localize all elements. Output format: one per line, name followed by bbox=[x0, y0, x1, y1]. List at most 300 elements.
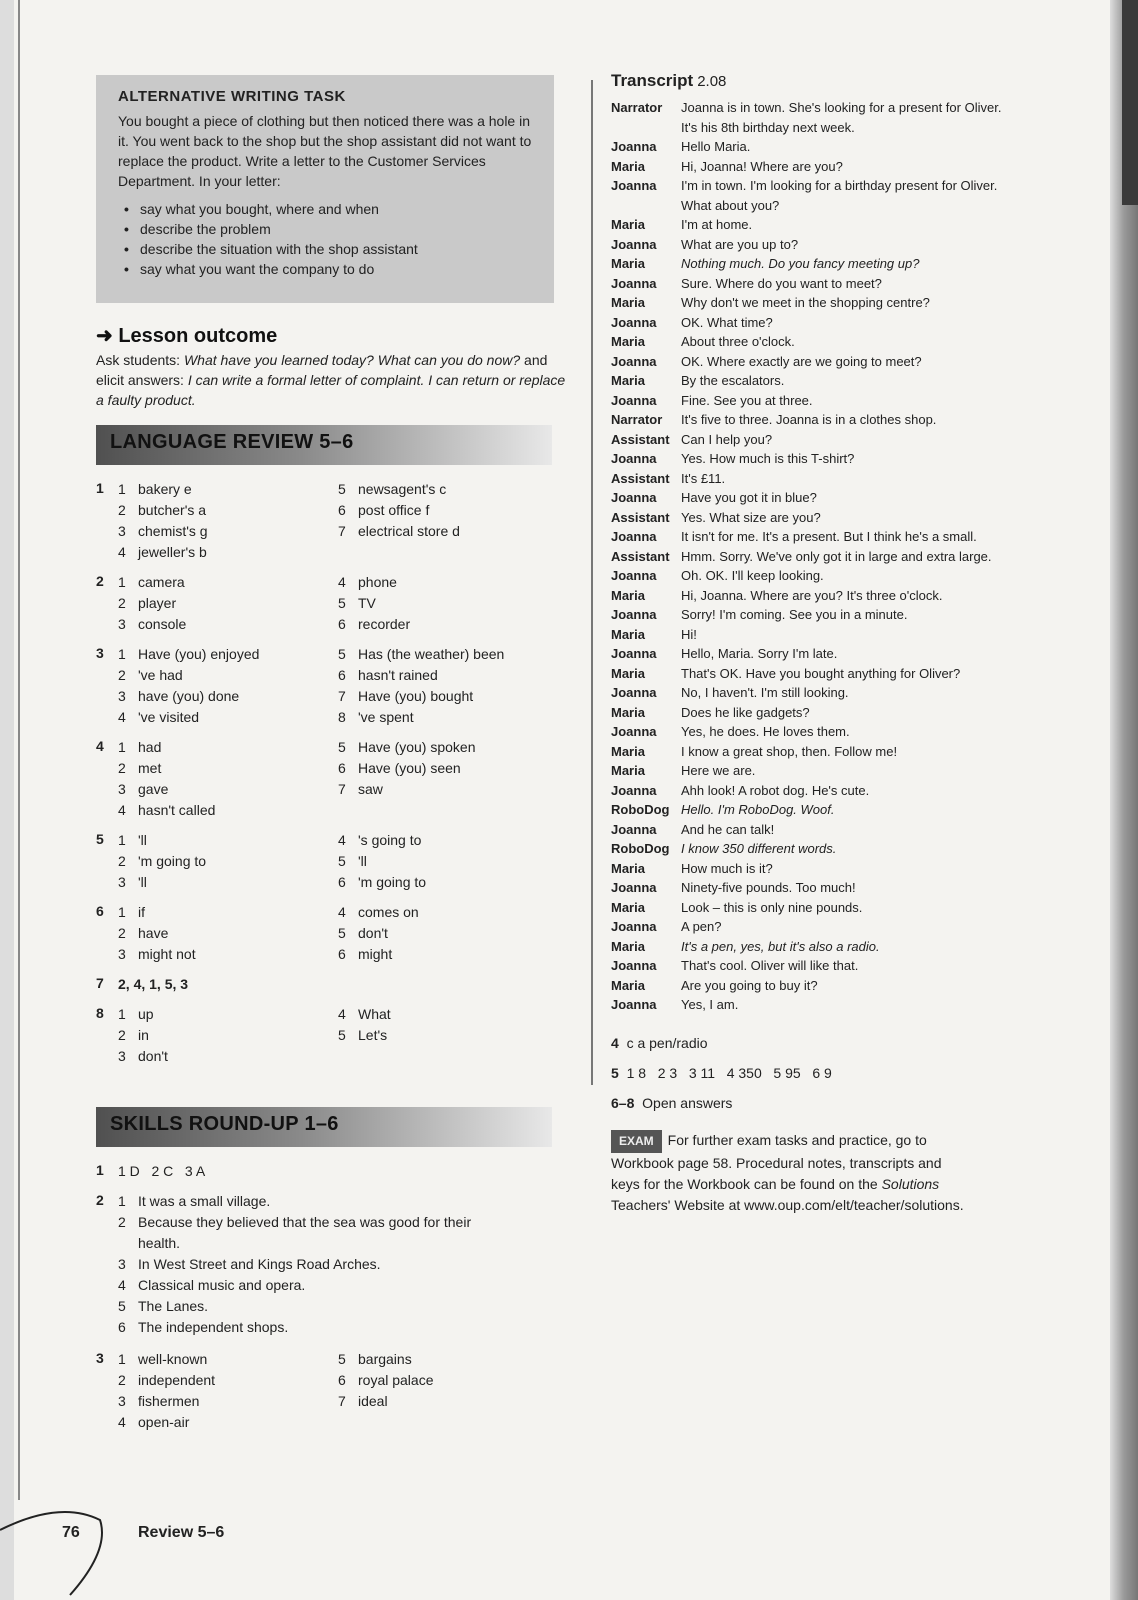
answer-item bbox=[338, 945, 392, 963]
line-text: Are you going to buy it? bbox=[681, 977, 818, 993]
task-title: ALTERNATIVE WRITING TASK bbox=[118, 88, 346, 105]
answer-text: c a pen/radio bbox=[626, 1035, 708, 1051]
transcript-line bbox=[611, 822, 774, 838]
speaker-name: Joanna bbox=[611, 529, 657, 544]
transcript-line bbox=[611, 295, 930, 311]
item-number: 2 bbox=[118, 925, 126, 941]
line-text: What about you? bbox=[681, 197, 780, 213]
transcript-number: 2.08 bbox=[697, 73, 727, 90]
lesson-outcome-title: Lesson outcome bbox=[118, 325, 278, 347]
item-number: 1 bbox=[118, 1351, 126, 1367]
item-number: 3 bbox=[118, 874, 126, 890]
line-text: No, I haven't. I'm still looking. bbox=[681, 685, 849, 700]
answer-item bbox=[118, 666, 183, 684]
answer-item bbox=[118, 645, 259, 663]
answer-item bbox=[338, 573, 397, 591]
item-number: 3 bbox=[118, 781, 126, 797]
item-text: open-air bbox=[138, 1414, 190, 1430]
item-text: if bbox=[138, 904, 145, 920]
item-text: saw bbox=[358, 781, 383, 797]
item-number: 4 bbox=[118, 1414, 126, 1430]
page-edge-left bbox=[0, 0, 14, 1600]
line-text: That's OK. Have you bought anything for Oliver? bbox=[681, 665, 961, 681]
speaker-name: Maria bbox=[611, 860, 645, 876]
answer-item bbox=[118, 501, 206, 519]
speaker-name: Joanna bbox=[611, 236, 657, 252]
answer-item bbox=[118, 1047, 168, 1065]
transcript-line bbox=[611, 997, 738, 1013]
answer-item bbox=[118, 780, 168, 798]
item-number: 1 bbox=[118, 481, 126, 497]
exercise-number: 4 bbox=[96, 738, 104, 754]
line-text: Why don't we meet in the shopping centre? bbox=[681, 295, 930, 310]
answer-item bbox=[118, 1276, 305, 1294]
answer-item bbox=[118, 903, 145, 921]
item-number: 5 bbox=[338, 1351, 346, 1367]
item-number: 3 bbox=[118, 1048, 126, 1064]
exam-note-text: Teachers' Website at www.oup.com/elt/teacher/solutions. bbox=[611, 1197, 964, 1213]
line-text: OK. Where exactly are we going to meet? bbox=[681, 353, 922, 369]
transcript-line bbox=[611, 237, 798, 253]
item-text: bakery e bbox=[138, 481, 192, 497]
item-text: Have (you) spoken bbox=[358, 739, 476, 755]
transcript-line bbox=[611, 705, 810, 721]
transcript-line bbox=[611, 880, 856, 896]
transcript-line bbox=[611, 490, 817, 506]
item-text: bargains bbox=[358, 1351, 412, 1367]
item-number: 5 bbox=[338, 853, 346, 869]
speaker-name: Maria bbox=[611, 743, 645, 759]
speaker-name: Joanna bbox=[611, 178, 657, 193]
speaker-name: Maria bbox=[611, 373, 645, 388]
answer-item bbox=[338, 1026, 387, 1044]
outcome-text-part: and elicit answers: bbox=[96, 352, 548, 388]
exam-note-text: For further exam tasks and practice, go to bbox=[667, 1132, 927, 1148]
transcript-line bbox=[611, 276, 882, 292]
exercise-number: 3 bbox=[96, 1350, 104, 1366]
item-number: 2 bbox=[118, 667, 126, 683]
item-text: met bbox=[138, 760, 162, 776]
item-text: jeweller's b bbox=[138, 544, 207, 560]
item-text: up bbox=[138, 1006, 154, 1022]
speaker-name: Joanna bbox=[611, 314, 657, 330]
speaker-name: Maria bbox=[611, 704, 645, 720]
speaker-name: Assistant bbox=[611, 548, 670, 564]
item-number: 2 bbox=[118, 595, 126, 611]
speaker-name: Joanna bbox=[611, 392, 657, 408]
item-text: might not bbox=[138, 946, 196, 962]
answer-item bbox=[338, 708, 414, 726]
transcript-heading bbox=[611, 71, 726, 91]
task-bullet: • describe the situation with the shop assistant bbox=[140, 239, 532, 259]
answer-item bbox=[338, 666, 438, 684]
line-text: Can I help you? bbox=[681, 431, 773, 447]
transcript-line bbox=[611, 939, 880, 955]
item-number: 5 bbox=[338, 739, 346, 755]
speaker-name: Joanna bbox=[611, 353, 657, 369]
item-number: 6 bbox=[118, 1319, 126, 1335]
line-text: Nothing much. Do you fancy meeting up? bbox=[681, 256, 920, 271]
item-text: camera bbox=[138, 574, 185, 590]
line-text: Hi! bbox=[681, 626, 697, 642]
transcript-line bbox=[611, 412, 936, 428]
exercise-number: 3 bbox=[96, 645, 104, 661]
item-text: comes on bbox=[358, 904, 419, 920]
item-text: well-known bbox=[138, 1351, 208, 1367]
answer-item bbox=[118, 1371, 215, 1389]
answer-item bbox=[338, 501, 429, 519]
line-text: Fine. See you at three. bbox=[681, 392, 813, 408]
line-text: OK. What time? bbox=[681, 314, 773, 330]
transcript-line bbox=[611, 978, 818, 994]
item-number: 2 bbox=[118, 1027, 126, 1043]
exam-note-text: Solutions bbox=[881, 1176, 940, 1192]
answer-item bbox=[118, 1318, 288, 1336]
answer-item bbox=[118, 522, 208, 540]
line-text: That's cool. Oliver will like that. bbox=[681, 958, 859, 973]
item-text: player bbox=[138, 595, 177, 611]
answer-item bbox=[338, 687, 473, 705]
exercise-number: 4 bbox=[611, 1035, 619, 1051]
speaker-name: Joanna bbox=[611, 275, 657, 291]
speaker-name: RoboDog bbox=[611, 841, 670, 856]
item-number: 4 bbox=[118, 802, 126, 818]
answer-4 bbox=[611, 1035, 708, 1051]
item-number: 7 bbox=[338, 781, 346, 797]
line-text: Here we are. bbox=[681, 763, 756, 778]
line-text: How much is it? bbox=[681, 860, 773, 876]
exam-note bbox=[611, 1130, 964, 1216]
transcript-line bbox=[611, 861, 773, 877]
item-number: 1 bbox=[118, 1193, 126, 1209]
item-text: ideal bbox=[358, 1393, 388, 1409]
line-text: Hi, Joanna. Where are you? It's three o'clock. bbox=[681, 587, 943, 603]
speaker-name: Maria bbox=[611, 938, 645, 954]
item-number: 2 bbox=[118, 1214, 126, 1230]
item-text: health. bbox=[138, 1235, 181, 1251]
line-text: And he can talk! bbox=[681, 821, 775, 837]
speaker-name: Joanna bbox=[611, 919, 657, 934]
speaker-name: Joanna bbox=[611, 646, 657, 661]
item-number: 6 bbox=[338, 502, 346, 518]
task-text: You bought a piece of clothing but then noticed there was a hole in it. You went back to the shop but the shop assistant did not want to replace the product. Write a letter to the Customer Services Department. In your letter: bbox=[118, 113, 532, 189]
transcript-line bbox=[611, 120, 855, 136]
page-edge-right bbox=[1110, 0, 1138, 1600]
answer-item bbox=[118, 1192, 270, 1210]
item-number: 3 bbox=[118, 946, 126, 962]
outcome-text-part: Ask students: bbox=[96, 352, 184, 368]
transcript-line bbox=[611, 685, 849, 701]
speaker-name: Joanna bbox=[611, 997, 657, 1012]
arrow-right-icon: ➜ bbox=[96, 325, 113, 347]
answer-item bbox=[118, 573, 185, 591]
answer-item bbox=[118, 1255, 381, 1273]
item-text: What bbox=[358, 1006, 391, 1022]
item-text: butcher's a bbox=[138, 502, 207, 518]
answer-item bbox=[338, 759, 461, 777]
skills-roundup-banner bbox=[96, 1107, 552, 1147]
speaker-name: Joanna bbox=[611, 490, 657, 505]
lesson-outcome-text bbox=[96, 350, 566, 410]
answer-item bbox=[118, 801, 215, 819]
answer-item bbox=[118, 1350, 207, 1368]
item-number: 3 bbox=[118, 1393, 126, 1409]
answer-item bbox=[118, 1005, 154, 1023]
speaker-name: Maria bbox=[611, 256, 645, 271]
exercise-number: 5 bbox=[611, 1065, 619, 1081]
line-text: Oh. OK. I'll keep looking. bbox=[681, 568, 824, 583]
answer-item bbox=[338, 852, 367, 870]
line-text: I'm at home. bbox=[681, 217, 753, 232]
item-number: 6 bbox=[338, 874, 346, 890]
transcript-line bbox=[611, 627, 697, 643]
answer-item bbox=[338, 480, 446, 498]
item-text: don't bbox=[358, 925, 388, 941]
item-text: The Lanes. bbox=[138, 1298, 209, 1314]
item-text: recorder bbox=[358, 616, 411, 632]
item-text: Let's bbox=[358, 1027, 388, 1043]
item-number: 1 bbox=[118, 574, 126, 590]
item-number: 1 bbox=[118, 904, 126, 920]
answer-item bbox=[338, 903, 419, 921]
task-bullet: • say what you want the company to do bbox=[140, 259, 532, 279]
item-text: post office f bbox=[358, 502, 430, 518]
answer-item bbox=[118, 708, 199, 726]
line-text: Joanna is in town. She's looking for a present for Oliver. bbox=[681, 100, 1002, 115]
speaker-name: Joanna bbox=[611, 724, 657, 739]
answer-item bbox=[338, 780, 383, 798]
line-text: Ahh look! A robot dog. He's cute. bbox=[681, 782, 870, 798]
column-divider bbox=[591, 80, 593, 1085]
item-number: 7 bbox=[338, 1393, 346, 1409]
speaker-name: Maria bbox=[611, 217, 645, 232]
transcript-line bbox=[611, 373, 784, 389]
line-text: It's his 8th birthday next week. bbox=[681, 119, 855, 135]
item-text: Because they believed that the sea was good for their bbox=[138, 1214, 472, 1230]
exam-badge: EXAM bbox=[611, 1130, 662, 1153]
line-text: Look – this is only nine pounds. bbox=[681, 899, 863, 915]
item-text: In West Street and Kings Road Arches. bbox=[138, 1256, 381, 1272]
transcript-line bbox=[611, 217, 752, 233]
answer-item bbox=[338, 738, 476, 756]
transcript-line bbox=[611, 802, 835, 818]
line-text: It's five to three. Joanna is in a clothes shop. bbox=[681, 412, 937, 427]
transcript-line bbox=[611, 354, 922, 370]
answer-item bbox=[338, 1350, 412, 1368]
answer-item bbox=[118, 543, 207, 561]
answer-item bbox=[118, 615, 186, 633]
answer-item bbox=[338, 645, 504, 663]
speaker-name: Maria bbox=[611, 587, 645, 603]
answer-text: Open answers bbox=[642, 1095, 733, 1111]
item-number: 5 bbox=[338, 646, 346, 662]
speaker-name: Maria bbox=[611, 158, 645, 174]
answer-item bbox=[118, 924, 168, 942]
speaker-name: Maria bbox=[611, 295, 645, 310]
item-number: 4 bbox=[338, 832, 346, 848]
item-number: 5 bbox=[338, 925, 346, 941]
line-text: Hi, Joanna! Where are you? bbox=[681, 158, 843, 174]
transcript-line bbox=[611, 100, 1001, 116]
speaker-name: Assistant bbox=[611, 470, 670, 486]
speaker-name: RoboDog bbox=[611, 802, 670, 817]
transcript-line bbox=[611, 393, 813, 409]
answer-item bbox=[338, 522, 460, 540]
page-number: 76 bbox=[62, 1524, 80, 1541]
alternative-writing-task-box bbox=[96, 75, 554, 303]
item-text: don't bbox=[138, 1048, 168, 1064]
item-text: TV bbox=[358, 595, 376, 611]
line-text: Yes. How much is this T-shirt? bbox=[681, 451, 855, 466]
answer-5 bbox=[611, 1065, 832, 1081]
task-bullet-list bbox=[118, 199, 532, 279]
item-number: 6 bbox=[338, 1372, 346, 1388]
item-text: Has (the weather) been bbox=[358, 646, 505, 662]
answer-6-8 bbox=[611, 1095, 732, 1111]
item-number: 4 bbox=[338, 1006, 346, 1022]
item-text: royal palace bbox=[358, 1372, 434, 1388]
order-answer: 2, 4, 1, 5, 3 bbox=[118, 976, 189, 992]
answer-item bbox=[118, 738, 161, 756]
language-review-title: LANGUAGE REVIEW 5–6 bbox=[110, 431, 354, 453]
item-number: 4 bbox=[338, 574, 346, 590]
item-text: 've visited bbox=[138, 709, 200, 725]
lesson-outcome-heading bbox=[96, 323, 277, 348]
transcript-line bbox=[611, 783, 869, 799]
answer-item bbox=[338, 615, 410, 633]
speaker-name: Joanna bbox=[611, 607, 657, 622]
line-text: Hello. I'm RoboDog. Woof. bbox=[681, 802, 835, 817]
line-text: Sure. Where do you want to meet? bbox=[681, 275, 882, 291]
answer-item bbox=[338, 831, 421, 849]
item-text: hasn't rained bbox=[358, 667, 438, 683]
transcript-line bbox=[611, 159, 843, 175]
item-text: Have (you) seen bbox=[358, 760, 461, 776]
item-number: 4 bbox=[338, 904, 346, 920]
speaker-name: Joanna bbox=[611, 782, 657, 798]
speaker-name: Maria bbox=[611, 763, 645, 778]
speaker-name: Joanna bbox=[611, 880, 657, 895]
item-number: 1 bbox=[118, 739, 126, 755]
line-text: It's £11. bbox=[681, 470, 726, 486]
item-text: Have (you) bought bbox=[358, 688, 474, 704]
transcript-line bbox=[611, 646, 837, 662]
transcript-line bbox=[611, 588, 942, 604]
answer-item bbox=[118, 1234, 180, 1252]
item-text: phone bbox=[358, 574, 397, 590]
item-text: 'll bbox=[138, 832, 147, 848]
transcript-line bbox=[611, 919, 722, 935]
item-text: have (you) done bbox=[138, 688, 240, 704]
line-text: I'm in town. I'm looking for a birthday present for Oliver. bbox=[681, 178, 998, 193]
speaker-name: Maria bbox=[611, 977, 645, 993]
item-number: 7 bbox=[338, 688, 346, 704]
item-text: newsagent's c bbox=[358, 481, 447, 497]
item-text: independent bbox=[138, 1372, 216, 1388]
line-text: By the escalators. bbox=[681, 373, 785, 388]
exam-note-text: Workbook page 58. Procedural notes, transcripts and bbox=[611, 1155, 942, 1171]
exercise-number: 6–8 bbox=[611, 1095, 635, 1111]
line-text: Does he like gadgets? bbox=[681, 704, 810, 720]
line-text: Yes, he does. He loves them. bbox=[681, 724, 850, 739]
transcript-line bbox=[611, 451, 854, 467]
answer-item bbox=[338, 1005, 391, 1023]
speaker-name: Joanna bbox=[611, 821, 657, 837]
transcript-line bbox=[611, 198, 779, 214]
line-text: It isn't for me. It's a present. But I think he's a small. bbox=[681, 529, 977, 544]
speaker-name: Joanna bbox=[611, 451, 657, 466]
item-number: 6 bbox=[338, 946, 346, 962]
item-number: 5 bbox=[338, 481, 346, 497]
transcript-line bbox=[611, 139, 750, 155]
item-text: had bbox=[138, 739, 162, 755]
transcript-line bbox=[611, 510, 821, 526]
item-number: 4 bbox=[118, 709, 126, 725]
transcript-line bbox=[611, 315, 773, 331]
answer-item bbox=[118, 759, 161, 777]
speaker-name: Maria bbox=[611, 899, 645, 915]
answer-item bbox=[338, 1371, 434, 1389]
transcript-line bbox=[611, 334, 795, 350]
transcript-line bbox=[611, 666, 960, 682]
item-number: 1 bbox=[118, 832, 126, 848]
transcript-title: Transcript bbox=[611, 71, 694, 90]
transcript-line bbox=[611, 568, 824, 584]
answer-item bbox=[118, 1213, 471, 1231]
line-text: Yes. What size are you? bbox=[681, 509, 821, 525]
item-number: 3 bbox=[118, 688, 126, 704]
answer-item bbox=[118, 852, 206, 870]
item-number: 2 bbox=[118, 502, 126, 518]
page-binding-line bbox=[18, 0, 20, 1500]
answer-item bbox=[118, 687, 239, 705]
transcript-line bbox=[611, 744, 897, 760]
answer-item bbox=[118, 1413, 189, 1431]
item-number: 1 bbox=[118, 1006, 126, 1022]
speaker-name: Maria bbox=[611, 626, 645, 642]
item-text: Have (you) enjoyed bbox=[138, 646, 260, 662]
item-number: 6 bbox=[338, 616, 346, 632]
task-bullet: • describe the problem bbox=[140, 219, 532, 239]
line-text: Have you got it in blue? bbox=[681, 490, 817, 505]
item-number: 5 bbox=[338, 1027, 346, 1043]
item-text: console bbox=[138, 616, 187, 632]
line-text: A pen? bbox=[681, 919, 722, 934]
item-text: hasn't called bbox=[138, 802, 216, 818]
item-text: have bbox=[138, 925, 169, 941]
exam-note-text: keys for the Workbook can be found on the bbox=[611, 1176, 882, 1192]
item-text: fishermen bbox=[138, 1393, 200, 1409]
speaker-name: Maria bbox=[611, 334, 645, 349]
answer-item bbox=[118, 1026, 149, 1044]
transcript-line bbox=[611, 900, 862, 916]
transcript-line bbox=[611, 763, 755, 779]
item-number: 4 bbox=[118, 544, 126, 560]
item-number: 8 bbox=[338, 709, 346, 725]
line-text: About three o'clock. bbox=[681, 334, 795, 349]
transcript-line bbox=[611, 724, 850, 740]
page-curve-decoration bbox=[0, 1490, 160, 1600]
speaker-name: Joanna bbox=[611, 139, 657, 154]
outcome-answer: I can write a formal letter of complaint. I can return or replace a faulty product. bbox=[96, 372, 566, 408]
task-bullet: • say what you bought, where and when bbox=[140, 199, 532, 219]
item-number: 2 bbox=[118, 1372, 126, 1388]
transcript-line bbox=[611, 958, 858, 974]
answer-text: 1 8 2 3 3 11 4 350 5 95 6 9 bbox=[626, 1065, 832, 1081]
item-text: 'm going to bbox=[138, 853, 207, 869]
speaker-name: Narrator bbox=[611, 100, 663, 115]
item-number: 7 bbox=[338, 523, 346, 539]
